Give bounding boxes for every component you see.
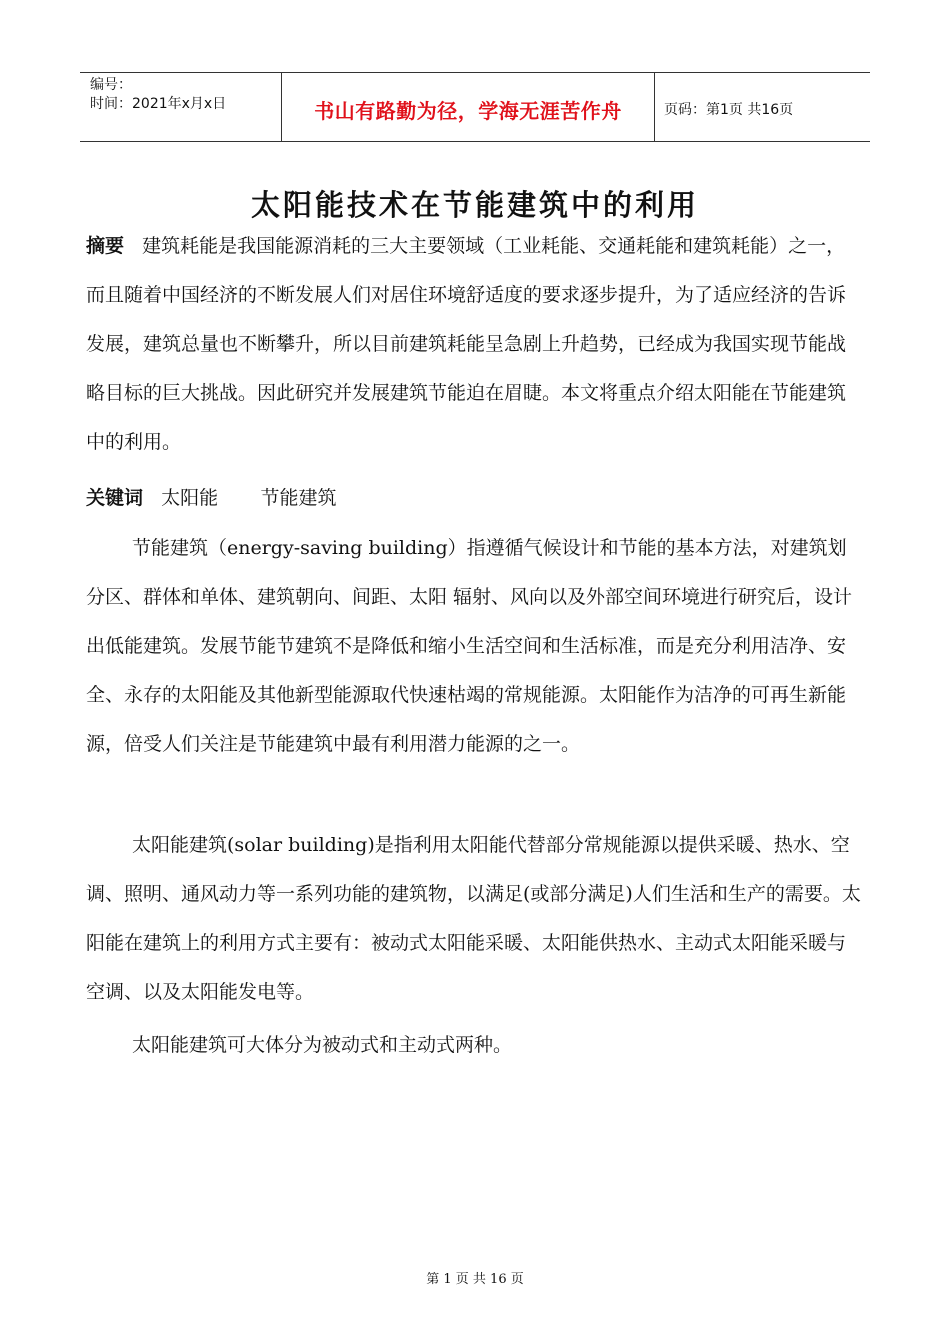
header-page-info: 页码：第1页 共16页 — [664, 102, 794, 118]
abstract — [86, 222, 862, 467]
keywords-label: 关键词 — [86, 487, 144, 509]
header-motto: 书山有路勤为径，学海无涯苦作舟 — [314, 99, 622, 123]
keyword-item: 节能建筑 — [260, 487, 337, 509]
page-header — [80, 72, 870, 142]
body-paragraph-1: 节能建筑（energy-saving building）指遵循气候设计和节能的基本方法，对建筑划分区、群体和单体、建筑朝向、间距、太阳 辐射、风向以及外部空间环境进行研究后，设计出低能建筑。发展节能节建筑不是降低和缩小生活空间和生活标准，而是充分利用洁净、安全、永存的太阳能及其他新型能源取代快速枯竭的常规能源。太阳能作为洁净的可再生新能源，倍受人们关注是节能建筑中最有利用潜力能源的之一。 — [86, 537, 853, 755]
body-paragraph-3: 太阳能建筑可大体分为被动式和主动式两种。 — [132, 1034, 513, 1056]
body-paragraph-2: 太阳能建筑(solar building)是指利用太阳能代替部分常规能源以提供采暖、热水、空调、照明、通风动力等一系列功能的建筑物，以满足(或部分满足)人们生活和生产的需要。太阳能在建筑上的利用方式主要有：被动式太阳能采暖、太阳能供热水、主动式太阳能采暖与空调、以及太阳能发电等。 — [86, 834, 861, 1003]
abstract-text: 建筑耗能是我国能源消耗的三大主要领域（工业耗能、交通耗能和建筑耗能）之一，而且随着中国经济的不断发展人们对居住环境舒适度的要求逐步提升，为了适应经济的告诉发展，建筑总量也不断攀升，所以目前建筑耗能呈急剧上升趋势，已经成为我国实现节能战略目标的巨大挑战。因此研究并发展建筑节能迫在眉睫。本文将重点介绍太阳能在节能建筑中的利用。 — [86, 235, 847, 453]
page-footer: 第 1 页 共 16 页 — [426, 1272, 524, 1287]
header-meta — [90, 76, 280, 114]
number-label: 编号： — [90, 77, 132, 93]
header-divider — [654, 73, 655, 141]
keywords — [86, 474, 862, 523]
document-title: 太阳能技术在节能建筑中的利用 — [250, 188, 699, 222]
abstract-label: 摘要 — [86, 235, 125, 257]
keyword-item: 太阳能 — [161, 487, 219, 509]
date-label: 时间：2021年x月x日 — [90, 96, 227, 112]
